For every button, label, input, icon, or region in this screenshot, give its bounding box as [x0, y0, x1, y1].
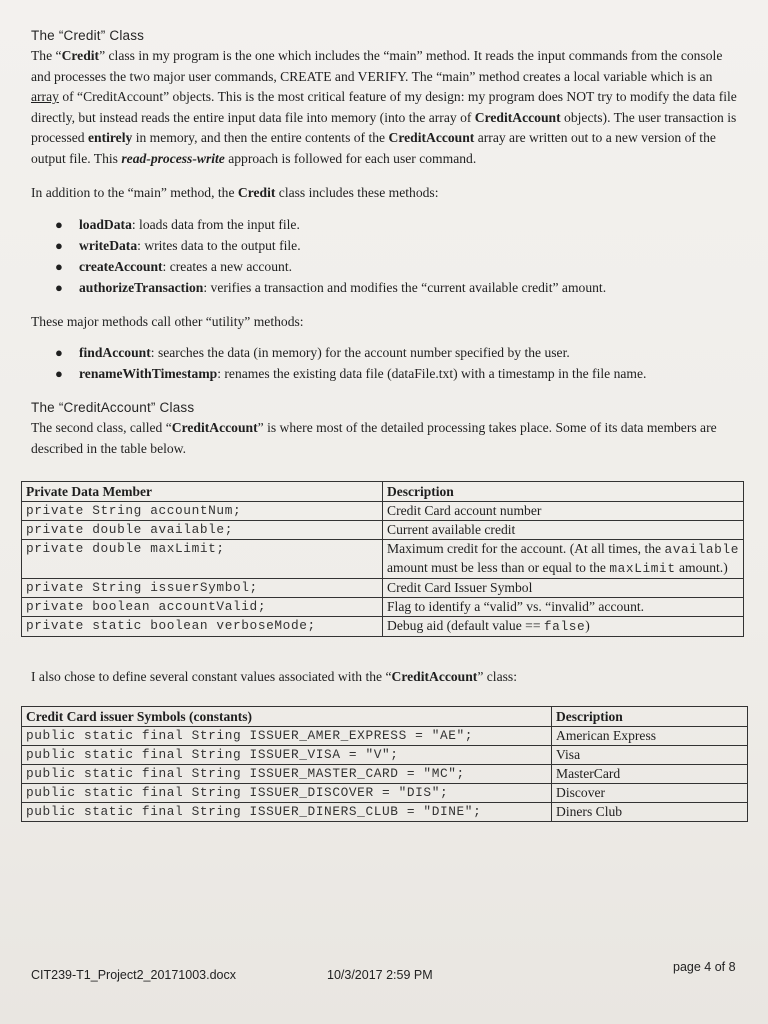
section-heading-creditaccount: The “CreditAccount” Class — [31, 400, 195, 415]
table-row — [22, 521, 744, 540]
column-header-member: Private Data Member — [22, 482, 383, 502]
description-cell: Maximum credit for the account. (At all times, the available amount must be less than or equal to the maxLimit amount.) — [383, 540, 744, 579]
list-item: ● loadData: loads data from the input file. — [31, 214, 743, 235]
credit-class-paragraph: The “Credit” class in my program is the one which includes the “main” method. It reads the input commands from the console and processes the two major user commands, CREATE and VERIFY. The “main” method creates a local variable which is an array of “CreditAccount” objects. This is the most critical feature of my design: my program does NOT try to modify the data file directly, but instead reads the entire input data file into memory (into the array of CreditAccount objects). The user transaction is processed entirely in memory, and then the entire contents of the CreditAccount array are written out to a new version of the output file. This read-process-write approach is followed for each user command. — [31, 48, 737, 166]
footer-page-number: page 4 of 8 — [673, 960, 736, 974]
member-cell: private double available; — [22, 521, 383, 540]
constant-cell: public static final String ISSUER_MASTER_CARD = "MC"; — [22, 764, 552, 783]
table-row — [22, 745, 748, 764]
constant-cell: public static final String ISSUER_AMER_EXPRESS = "AE"; — [22, 726, 552, 745]
description-cell: Flag to identify a “valid” vs. “invalid” account. — [383, 598, 744, 617]
description-cell: American Express — [552, 726, 748, 745]
constants-intro-paragraph: I also chose to define several constant values associated with the “CreditAccount” class: — [31, 669, 517, 684]
description-cell: Discover — [552, 783, 748, 802]
footer-datetime: 10/3/2017 2:59 PM — [327, 968, 433, 982]
data-members-table — [21, 481, 744, 637]
column-header-description: Description — [556, 708, 623, 724]
description-cell: MasterCard — [552, 764, 748, 783]
constant-cell: public static final String ISSUER_VISA = "V"; — [22, 745, 552, 764]
constant-cell: public static final String ISSUER_DISCOVER = "DIS"; — [22, 783, 552, 802]
table-row — [22, 598, 744, 617]
bullet-icon: ● — [55, 237, 63, 253]
bullet-icon: ● — [55, 345, 63, 360]
constant-cell: public static final String ISSUER_DINERS_CLUB = "DINE"; — [22, 802, 552, 821]
methods-intro-paragraph: In addition to the “main” method, the Credit class includes these methods: — [31, 185, 439, 200]
methods-list — [31, 214, 743, 298]
member-cell: private static boolean verboseMode; — [22, 617, 383, 637]
bullet-icon: ● — [55, 216, 63, 232]
issuer-constants-table — [21, 706, 748, 822]
table-row — [22, 579, 744, 598]
list-item: ● authorizeTransaction: verifies a transaction and modifies the “current available credit” amount. — [31, 277, 743, 298]
table-row — [22, 502, 744, 521]
list-item: ● renameWithTimestamp: renames the existing data file (dataFile.txt) with a timestamp in the file name. — [31, 363, 743, 384]
table-header-row — [22, 482, 744, 502]
table-row — [22, 802, 748, 821]
member-cell: private boolean accountValid; — [22, 598, 383, 617]
column-header-constants: Credit Card issuer Symbols (constants) — [22, 706, 552, 726]
footer-filename: CIT239-T1_Project2_20171003.docx — [31, 968, 236, 982]
description-cell: Credit Card Issuer Symbol — [383, 579, 744, 598]
creditaccount-paragraph: The second class, called “CreditAccount” is where most of the detailed processing takes place. Some of its data members are described in the table below. — [31, 420, 717, 456]
section-heading-credit: The “Credit” Class — [31, 28, 145, 43]
member-cell: private String accountNum; — [22, 502, 383, 521]
list-item: ● writeData: writes data to the output file. — [31, 235, 743, 256]
table-row — [22, 764, 748, 783]
utility-intro-paragraph: These major methods call other “utility” methods: — [31, 313, 304, 329]
description-cell: Debug aid (default value == false) — [383, 617, 744, 637]
page-footer — [31, 960, 743, 990]
member-cell: private String issuerSymbol; — [22, 579, 383, 598]
column-header-description: Description — [387, 484, 454, 499]
table-row — [22, 540, 744, 579]
utility-methods-list — [31, 342, 743, 384]
description-cell: Diners Club — [552, 802, 748, 821]
list-item: ● findAccount: searches the data (in memory) for the account number specified by the user. — [31, 342, 743, 363]
member-cell: private double maxLimit; — [22, 540, 383, 579]
bullet-icon: ● — [55, 366, 63, 381]
description-cell: Credit Card account number — [383, 502, 744, 521]
description-cell: Visa — [552, 745, 748, 764]
table-row — [22, 726, 748, 745]
table-row — [22, 617, 744, 637]
page-content — [26, 26, 743, 822]
description-cell: Current available credit — [383, 521, 744, 540]
table-row — [22, 783, 748, 802]
table-header-row — [22, 706, 748, 726]
list-item: ● createAccount: creates a new account. — [31, 256, 743, 277]
bullet-icon: ● — [55, 258, 63, 274]
bullet-icon: ● — [55, 279, 63, 295]
